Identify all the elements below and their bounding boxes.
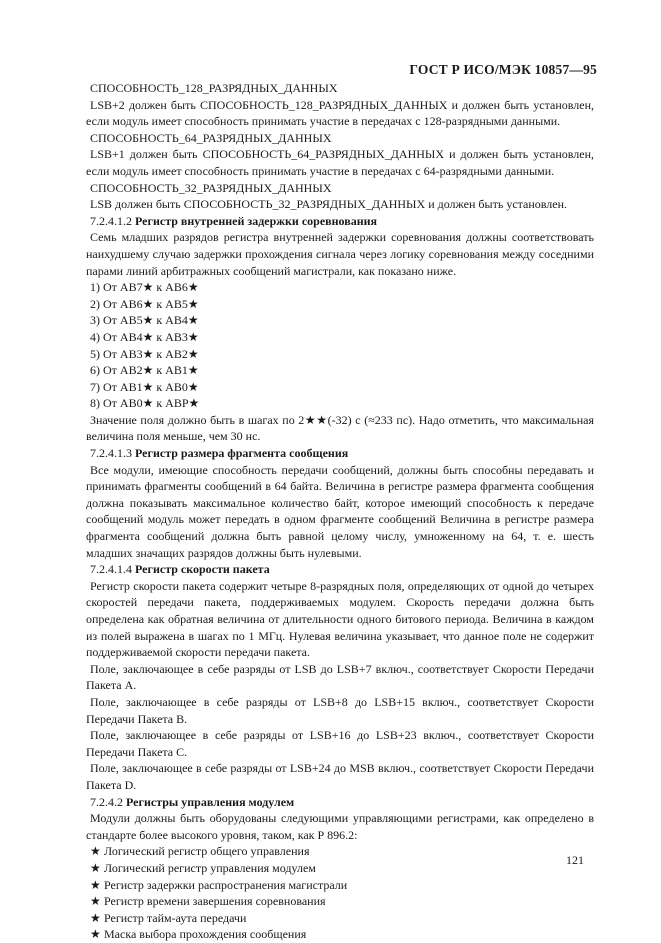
list-item bbox=[90, 877, 594, 894]
paragraph: Поле, заключающее в себе разряды от LSB до LSB+7 включ., соответствует Скорости Передачи Пакета А. bbox=[86, 661, 594, 693]
page-number: 121 bbox=[566, 853, 584, 867]
section-title: Регистр внутренней задержки соревнования bbox=[135, 213, 378, 228]
section-heading bbox=[86, 794, 594, 811]
section-title: Регистр скорости пакета bbox=[135, 562, 270, 577]
section-title: Регистры управления модулем bbox=[126, 794, 295, 809]
paragraph: Поле, заключающее в себе разряды от LSB+16 до LSB+23 включ., соответствует Скорости Передачи Пакета С. bbox=[86, 728, 594, 759]
paragraph: СПОСОБНОСТЬ_32_РАЗРЯДНЫХ_ДАННЫХ bbox=[90, 180, 332, 195]
star-bullet-icon: ★ bbox=[90, 844, 101, 859]
paragraph: LSB+1 должен быть СПОСОБНОСТЬ_64_РАЗРЯДНЫХ_ДАННЫХ и должен быть установлен, если модуль имеет способность принимать участие в передачах с 64-разрядными данными. bbox=[86, 147, 594, 178]
section-heading bbox=[86, 445, 594, 462]
list-item bbox=[90, 843, 594, 860]
section-number: 7.2.4.2 bbox=[90, 794, 123, 809]
list-item: 5) От АВ3★ к АВ2★ bbox=[90, 346, 199, 361]
star-bullet-icon: ★ bbox=[90, 877, 101, 892]
paragraph: LSB+2 должен быть СПОСОБНОСТЬ_128_РАЗРЯДНЫХ_ДАННЫХ и должен быть установлен, если модуль имеет способность принимать участие в передачах с 128-разрядными данными. bbox=[86, 97, 594, 129]
bullet-list bbox=[86, 843, 594, 943]
list-item: 8) От АВ0★ к АВР★ bbox=[90, 396, 200, 411]
star-bullet-icon: ★ bbox=[90, 894, 101, 909]
list-item: 7) От АВ1★ к АВ0★ bbox=[90, 379, 199, 394]
paragraph: Поле, заключающее в себе разряды от LSB+24 до MSB включ., соответствует Скорости Передачи Пакета D. bbox=[86, 761, 594, 792]
paragraph: Поле, заключающее в себе разряды от LSB+8 до LSB+15 включ., соответствует Скорости Передачи Пакета В. bbox=[86, 694, 594, 726]
list-item: 1) От АВ7★ к АВ6★ bbox=[90, 280, 199, 295]
list-item-text: Регистр задержки распространения магистрали bbox=[104, 877, 348, 892]
paragraph: Модули должны быть оборудованы следующими управляющими регистрами, как определено в стандарте более высокого уровня, таком, как Р 896.2: bbox=[86, 811, 594, 842]
list-item: 6) От АВ2★ к АВ1★ bbox=[90, 363, 199, 378]
document-header: ГОСТ Р ИСО/МЭК 10857—95 bbox=[409, 62, 597, 77]
list-item: 4) От АВ4★ к АВ3★ bbox=[90, 329, 199, 344]
document-body bbox=[86, 80, 594, 943]
paragraph: Значение поля должно быть в шагах по 2★★(-32) с (≈233 пс). Надо отметить, что максимальная величина поля меньше, чем 30 нс. bbox=[86, 412, 594, 444]
paragraph: СПОСОБНОСТЬ_128_РАЗРЯДНЫХ_ДАННЫХ bbox=[90, 81, 338, 95]
star-bullet-icon: ★ bbox=[90, 927, 101, 942]
paragraph: Все модули, имеющие способность передачи сообщений, должны быть способны передавать и принимать фрагменты сообщений в 64 байта. Величина в регистре размера фрагмента сообщения должна показывать максимальное количество байт, которое имеющий способность к передаче сообщений модуль может передать в одном фрагменте сообщений Величина в регистре размера фрагмента сообщений должна быть равной целому числу, умноженному на 64, т. е. шесть младших значащих разрядов должны быть нулевыми. bbox=[86, 462, 594, 560]
paragraph: Регистр скорости пакета содержит четыре 8-разрядных поля, определяющих от одной до четырех скоростей передачи пакета, поддерживаемых модулем. Скорость передачи должна быть определена как обратная величина от длительности одного битового периода. Величина в каждом из полей выражена в шагах по 1 МГц. Нулевая величина указывает, что данное поле не содержит поддерживаемой скорости передачи пакета. bbox=[86, 578, 594, 660]
numbered-list bbox=[86, 279, 594, 412]
paragraph: Семь младших разрядов регистра внутренней задержки соревнования должны соответствовать наихудшему случаю задержки прохождения сигнала через логику соревнования между соседними парами линий арбитражных сообщений магистрали, как показано ниже. bbox=[86, 230, 594, 278]
section-heading bbox=[86, 561, 594, 578]
section-heading bbox=[86, 213, 594, 230]
list-item bbox=[90, 860, 594, 877]
list-item: 2) От АВ6★ к АВ5★ bbox=[90, 296, 199, 311]
list-item bbox=[90, 910, 594, 927]
section-title: Регистр размера фрагмента сообщения bbox=[135, 446, 349, 461]
list-item-text: Регистр времени завершения соревнования bbox=[104, 894, 326, 909]
star-bullet-icon: ★ bbox=[90, 910, 101, 925]
list-item-text: Регистр тайм-аута передачи bbox=[104, 910, 247, 925]
section-number: 7.2.4.1.3 bbox=[90, 446, 132, 461]
section-number: 7.2.4.1.2 bbox=[90, 213, 132, 228]
list-item-text: Маска выбора прохождения сообщения bbox=[104, 927, 307, 942]
paragraph: LSB должен быть СПОСОБНОСТЬ_32_РАЗРЯДНЫХ_ДАННЫХ и должен быть установлен. bbox=[90, 197, 568, 212]
list-item-text: Логический регистр общего управления bbox=[104, 844, 310, 859]
paragraph: СПОСОБНОСТЬ_64_РАЗРЯДНЫХ_ДАННЫХ bbox=[90, 130, 332, 145]
section-number: 7.2.4.1.4 bbox=[90, 562, 132, 577]
star-bullet-icon: ★ bbox=[90, 860, 101, 875]
list-item bbox=[90, 893, 594, 910]
list-item: 3) От АВ5★ к АВ4★ bbox=[90, 313, 199, 328]
list-item-text: Логический регистр управления модулем bbox=[104, 860, 316, 875]
